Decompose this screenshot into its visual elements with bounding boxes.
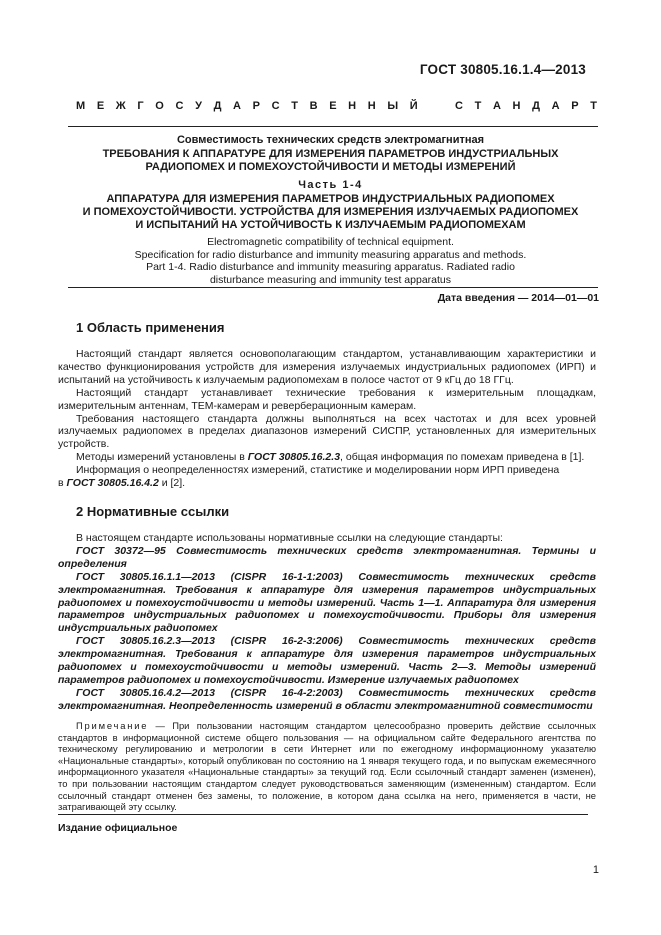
english-title	[60, 236, 601, 286]
part-title-line: И ПОМЕХОУСТОЙЧИВОСТИ. УСТРОЙСТВА ДЛЯ ИЗМЕРЕНИЯ ИЗЛУЧАЕМЫХ РАДИОПОМЕХ	[82, 206, 579, 218]
paragraph: Информация о неопределенностях измерений, статистике и моделировании норм ИРП приведена	[76, 464, 560, 477]
english-title-line: Specification for radio disturbance and immunity measuring apparatus and methods.	[134, 248, 527, 261]
interstate-letter: Д	[213, 100, 222, 112]
standard-letter: Д	[532, 100, 540, 112]
normative-reference: ГОСТ 30805.16.4.2—2013 (CISPR 16-4-2:2003) Совместимость технических средств электромагнитная. Неопределенность измерений в области электромагнитной совместимости	[58, 686, 596, 712]
subject-title: Совместимость технических средств электромагнитная	[176, 134, 485, 146]
standard-reference: ГОСТ 30805.16.4.2	[66, 477, 159, 490]
main-title-line: ТРЕБОВАНИЯ К АППАРАТУРЕ ДЛЯ ИЗМЕРЕНИЯ ПАРАМЕТРОВ ИНДУСТРИАЛЬНЫХ	[102, 148, 559, 160]
english-title-line: Part 1-4. Radio disturbance and immunity measuring apparatus. Radiated radio	[146, 261, 515, 273]
standard-letter: Т	[474, 100, 482, 112]
note-label: Примечание	[76, 720, 149, 731]
interstate-letter: Ж	[115, 100, 126, 112]
part-label: Часть 1-4	[298, 179, 363, 191]
interstate-letter: Н	[367, 100, 376, 112]
interstate-letter: Г	[137, 100, 144, 112]
main-title-line: РАДИОПОМЕХ И ПОМЕХОУСТОЙЧИВОСТИ И МЕТОДЫ ИЗМЕРЕНИЙ	[145, 161, 516, 173]
paragraph: Требования настоящего стандарта должны выполняться на всех частотах и для всех уровней излучаемых радиопомех в пределах диапазонов измерений СИСПР, установленных для измерительных устройств.	[58, 412, 596, 451]
interstate-letter: Ы	[387, 100, 399, 112]
standard-letter: С	[454, 100, 463, 112]
standard-reference: ГОСТ 30805.16.2.3	[247, 451, 341, 464]
interstate-letter: Е	[96, 100, 105, 112]
page-number: 1	[592, 864, 599, 876]
interstate-letter: В	[309, 100, 318, 112]
paragraph	[58, 477, 596, 490]
standard-letter: Р	[571, 100, 579, 112]
note-paragraph	[58, 720, 596, 813]
english-title-line: Electromagnetic compatibility of technical equipment.	[207, 236, 454, 248]
interstate-standard-banner	[76, 100, 597, 112]
official-edition-label: Издание официальное	[58, 822, 178, 834]
interstate-letter: М	[76, 100, 86, 112]
interstate-letter: С	[271, 100, 280, 112]
standard-letter: Н	[512, 100, 521, 112]
section-1-body	[58, 348, 596, 490]
section-1-heading: 1 Область применения	[76, 320, 225, 335]
note-text: — При пользовании настоящим стандартом целесообразно проверить действие ссылочных стандартов в информационной системе общего пользования — на официальном сайте Федерального агентства по техническому регулированию и метрологии в сети Интернет или по ежегодному информационному указателю «Национальные стандарты», который опубликован по состоянию на 1 января текущего года, и по выпускам ежемесячного информационного указателя «Национальные стандарты» за текущий год. Если ссылочный стандарт заменен (изменен), то при пользовании настоящим стандартом следует руководствоваться заменяющим (измененным) стандартом. Если ссылочный стандарт отменен без замены, то положение, в котором дана ссылка на него, применяется в части, не затрагивающей эту ссылку.	[58, 720, 596, 813]
paragraph	[58, 451, 596, 464]
paragraph: Настоящий стандарт устанавливает технические требования к измерительным площадкам, измерительным антеннам, ТЕМ-камерам и реверберационным камерам.	[58, 386, 596, 412]
paragraph: Настоящий стандарт является основополагающим стандартом, устанавливающим характеристики и качество функционирования устройств для измерения излучаемых индустриальных радиопомех (ИРП) и испытаний на устойчивость к излучаемым радиопомехам в полосе частот от 9 кГц до 18 ГГц.	[58, 348, 596, 386]
document-number: ГОСТ 30805.16.1.4—2013	[419, 62, 586, 77]
note-block	[58, 720, 596, 813]
part-title-line: АППАРАТУРА ДЛЯ ИЗМЕРЕНИЯ ПАРАМЕТРОВ ИНДУСТРИАЛЬНЫХ РАДИОПОМЕХ	[106, 193, 555, 205]
text: и [2].	[158, 477, 186, 490]
title-divider	[68, 287, 598, 288]
normative-reference: ГОСТ 30805.16.1.1—2013 (CISPR 16-1-1:2003) Совместимость технических средств электромагнитная. Требования к аппаратуре для измерения параметров индустриальных радиопомех и помехоустойчивости и методы измерений. Часть 1—1. Аппаратура для измерения параметров индустриальных радиопомех и помехоустойчивости. Приборы для измерения индустриальных радиопомех	[58, 570, 596, 635]
section-2-heading: 2 Нормативные ссылки	[76, 504, 230, 519]
interstate-letter: У	[195, 100, 202, 112]
section-2-body	[58, 532, 596, 713]
interstate-letter: С	[175, 100, 184, 112]
interstate-letter: Р	[252, 100, 260, 112]
interstate-letter: Н	[348, 100, 357, 112]
interstate-letter: О	[155, 100, 164, 112]
word-gap	[429, 100, 443, 112]
normative-reference: ГОСТ 30805.16.2.3—2013 (CISPR 16-2-3:2006) Совместимость технических средств электромагнитная. Требования к аппаратуре для измерения параметров индустриальных радиопомех и помехоустойчивости и методы измерений. Часть 2—3. Методы измерений параметров радиопомех и помехоустойчивости. Измерение излучаемых радиопомех	[58, 635, 596, 686]
standard-letter: А	[492, 100, 501, 112]
normative-reference: ГОСТ 30372—95 Совместимость технических средств электромагнитная. Термины и определения	[58, 544, 596, 570]
standard-letter: Т	[590, 100, 597, 112]
text: , общая информация по помехам приведена в [1].	[340, 451, 585, 464]
part-title-line: И ИСПЫТАНИЙ НА УСТОЙЧИВОСТЬ К ИЗЛУЧАЕМЫМ РАДИОПОМЕХАМ	[135, 219, 526, 231]
introduction-date: Дата введения — 2014—01—01	[437, 292, 599, 304]
english-title-line: disturbance measuring and immunity test apparatus	[209, 273, 452, 286]
footer-divider	[58, 814, 588, 815]
text: Методы измерений установлены в	[76, 451, 248, 464]
standard-letter: А	[551, 100, 560, 112]
top-divider	[68, 126, 598, 127]
part-title	[60, 193, 601, 232]
interstate-letter: Т	[291, 100, 298, 112]
paragraph: В настоящем стандарте использованы нормативные ссылки на следующие стандарты:	[76, 532, 503, 544]
interstate-letter: Е	[329, 100, 337, 112]
interstate-letter: Й	[409, 100, 418, 112]
main-title	[60, 148, 601, 174]
text: в	[58, 477, 67, 490]
interstate-letter: А	[233, 100, 241, 112]
